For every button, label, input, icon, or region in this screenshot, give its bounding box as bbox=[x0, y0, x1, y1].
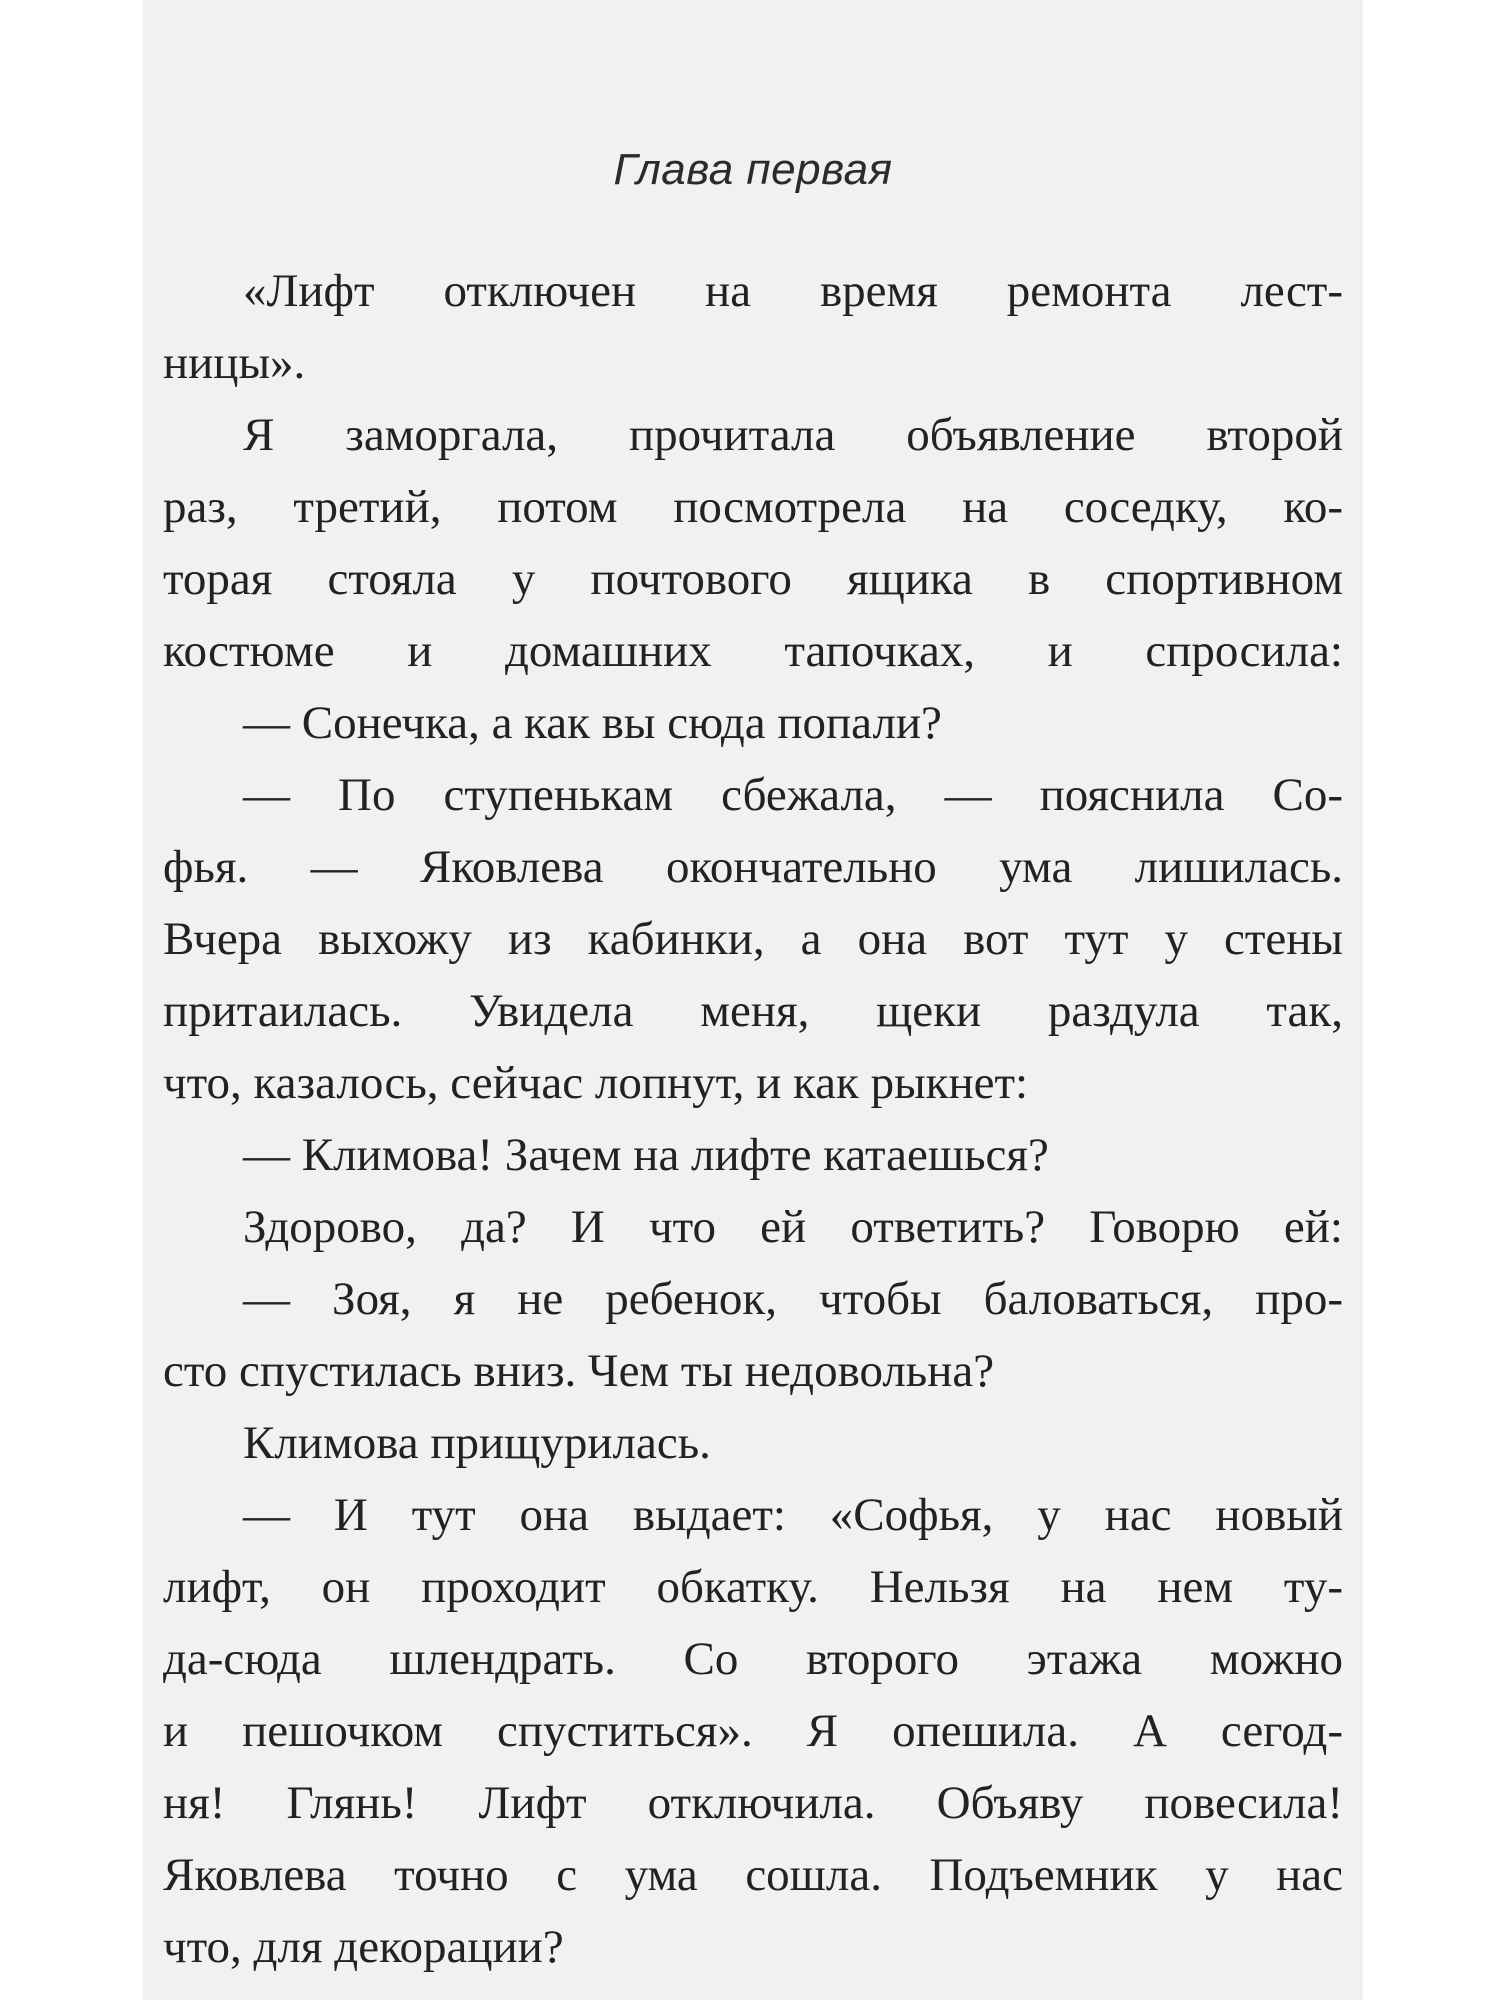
chapter-title: Глава первая bbox=[613, 145, 893, 194]
text-line: торая стояла у почтового ящика в спортивном bbox=[163, 553, 1343, 605]
text-line: — Сонечка, а как вы сюда попали? bbox=[243, 697, 942, 749]
text-line: костюме и домашних тапочках, и спросила: bbox=[163, 625, 1343, 677]
text-line: — По ступенькам сбежала, — пояснила Со- bbox=[243, 769, 1343, 821]
text-line: Климова прищурилась. bbox=[243, 1417, 711, 1469]
text-line: — И тут она выдает: «Софья, у нас новый bbox=[243, 1489, 1343, 1541]
text-line: и пешочком спуститься». Я опешила. А сегод- bbox=[163, 1705, 1343, 1757]
text-line: сто спустилась вниз. Чем ты недовольна? bbox=[163, 1345, 995, 1397]
text-line: — Зоя, я не ребенок, чтобы баловаться, про- bbox=[243, 1273, 1343, 1325]
book-page bbox=[143, 0, 1363, 2000]
text-line: — Климова! Зачем на лифте катаешься? bbox=[243, 1129, 1049, 1181]
text-line: что, казалось, сейчас лопнут, и как рыкнет: bbox=[163, 1057, 1029, 1109]
text-line: Здорово, да? И что ей ответить? Говорю ей: bbox=[243, 1201, 1343, 1253]
text-line: да-сюда шлендрать. Со второго этажа можно bbox=[163, 1633, 1343, 1685]
text-line: фья. — Яковлева окончательно ума лишилась. bbox=[163, 841, 1343, 893]
text-line: Я заморгала, прочитала объявление второй bbox=[243, 409, 1343, 461]
text-line: раз, третий, потом посмотрела на соседку, ко- bbox=[163, 481, 1343, 533]
text-line: что, для декорации? bbox=[163, 1921, 564, 1973]
text-line: лифт, он проходит обкатку. Нельзя на нем ту- bbox=[163, 1561, 1343, 1613]
text-line: ницы». bbox=[163, 337, 306, 389]
text-line: Вчера выхожу из кабинки, а она вот тут у стены bbox=[163, 913, 1343, 965]
text-line: ня! Глянь! Лифт отключила. Объяву повесила! bbox=[163, 1777, 1343, 1829]
page-body-text bbox=[163, 255, 1343, 1983]
text-line: Яковлева точно с ума сошла. Подъемник у нас bbox=[163, 1849, 1343, 1901]
text-line: «Лифт отключен на время ремонта лест- bbox=[243, 265, 1343, 317]
text-line: притаилась. Увидела меня, щеки раздула так, bbox=[163, 985, 1343, 1037]
